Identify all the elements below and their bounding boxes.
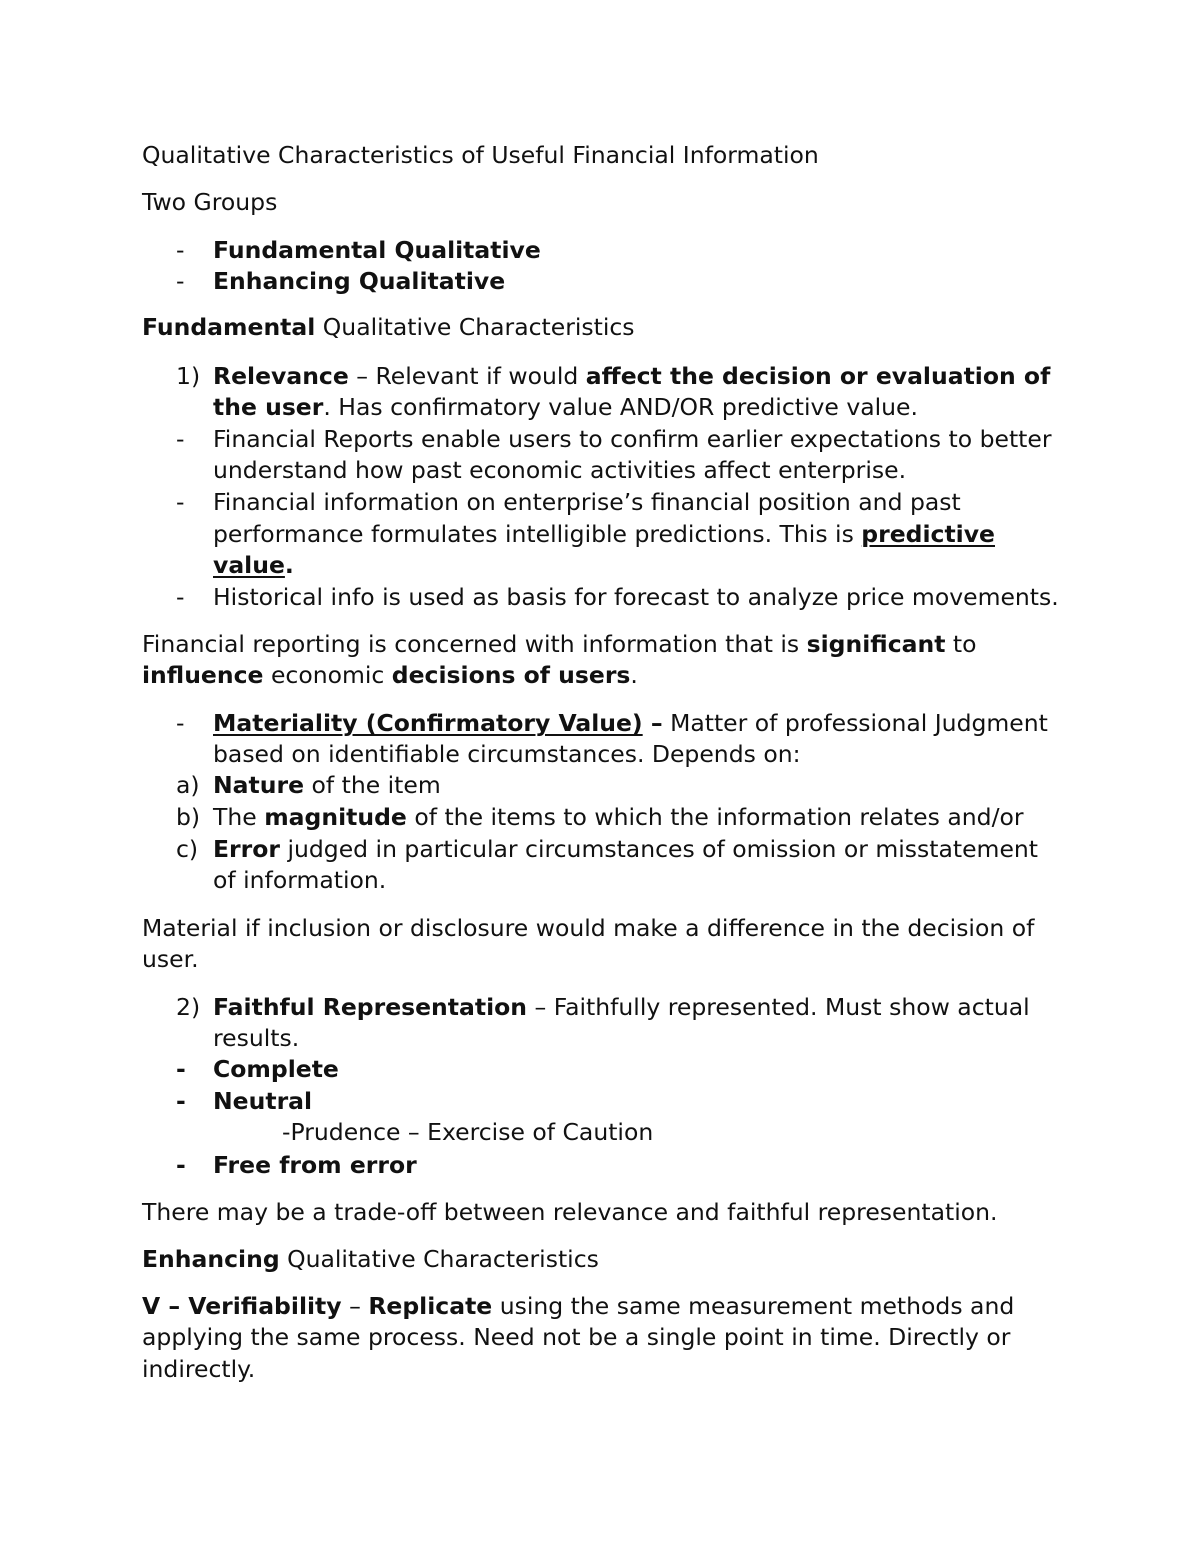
document-title: Qualitative Characteristics of Useful Financial Information xyxy=(142,141,819,169)
list-letter: b) xyxy=(176,803,201,831)
verifiability-paragraph-line3: indirectly. xyxy=(142,1355,256,1383)
verifiability-paragraph-line2: applying the same process. Need not be a single point in time. Directly or xyxy=(142,1323,1011,1351)
list-letter: a) xyxy=(176,771,200,799)
group-item-fundamental: - Fundamental Qualitative xyxy=(176,236,541,264)
dash-marker: - xyxy=(176,236,185,264)
relevance-item: 1) Relevance – Relevant if would affect the decision or evaluation of xyxy=(176,362,1051,390)
fundamental-heading: Fundamental Qualitative Characteristics xyxy=(142,313,635,341)
materiality-item-line2: based on identifiable circumstances. Depends on: xyxy=(213,740,801,768)
faithful-sub-free-from-error: - Free from error xyxy=(176,1151,417,1179)
enhancing-heading: Enhancing Qualitative Characteristics xyxy=(142,1245,599,1273)
bullet-item-line3: value. xyxy=(213,551,294,579)
dash-marker: - xyxy=(176,583,185,611)
faithful-sub-neutral: - Neutral xyxy=(176,1087,313,1115)
dash-marker: - xyxy=(176,425,185,453)
list-letter: c) xyxy=(176,835,199,863)
material-paragraph: Material if inclusion or disclosure would make a difference in the decision of xyxy=(142,914,1035,942)
letter-item-c: c) Error judged in particular circumstances of omission or misstatement xyxy=(176,835,1039,863)
prudence-line: -Prudence – Exercise of Caution xyxy=(282,1118,654,1146)
two-groups-label: Two Groups xyxy=(142,188,278,216)
bullet-item-line2: understand how past economic activities affect enterprise. xyxy=(213,456,907,484)
dash-marker: - xyxy=(176,709,185,737)
bullet-item-line2: performance formulates intelligible predictions. This is predictive xyxy=(213,520,995,548)
predictive-value-term: predictive xyxy=(861,520,995,548)
materiality-item: - Materiality (Confirmatory Value) – Matter of professional Judgment xyxy=(176,709,1048,737)
material-paragraph-line2: user. xyxy=(142,945,199,973)
letter-item-a: a) Nature of the item xyxy=(176,771,441,799)
letter-item-c-line2: of information. xyxy=(213,866,387,894)
reporting-paragraph-line2: influence economic decisions of users. xyxy=(142,661,638,689)
dash-marker: - xyxy=(176,1087,186,1115)
faithful-item: 2) Faithful Representation – Faithfully represented. Must show actual xyxy=(176,993,1030,1021)
relevance-item-line2: the user. Has confirmatory value AND/OR predictive value. xyxy=(213,393,918,421)
faithful-item-line2: results. xyxy=(213,1024,300,1052)
letter-item-b: b) The magnitude of the items to which the information relates and/or xyxy=(176,803,1024,831)
list-number: 2) xyxy=(176,993,201,1021)
group-item-enhancing: - Enhancing Qualitative xyxy=(176,267,506,295)
dash-marker: - xyxy=(176,1055,186,1083)
faithful-sub-complete: - Complete xyxy=(176,1055,339,1083)
dash-marker: - xyxy=(176,267,185,295)
verifiability-paragraph: V – Verifiability – Replicate using the same measurement methods and xyxy=(142,1292,1015,1320)
predictive-value-term: value xyxy=(213,551,285,579)
dash-marker: - xyxy=(176,488,185,516)
tradeoff-paragraph: There may be a trade-off between relevance and faithful representation. xyxy=(142,1198,998,1226)
reporting-paragraph: Financial reporting is concerned with information that is significant to xyxy=(142,630,977,658)
bullet-item: - Historical info is used as basis for forecast to analyze price movements. xyxy=(176,583,1059,611)
dash-marker: - xyxy=(176,1151,186,1179)
bullet-item: - Financial Reports enable users to confirm earlier expectations to better xyxy=(176,425,1052,453)
list-number: 1) xyxy=(176,362,201,390)
bullet-item: - Financial information on enterprise’s financial position and past xyxy=(176,488,961,516)
